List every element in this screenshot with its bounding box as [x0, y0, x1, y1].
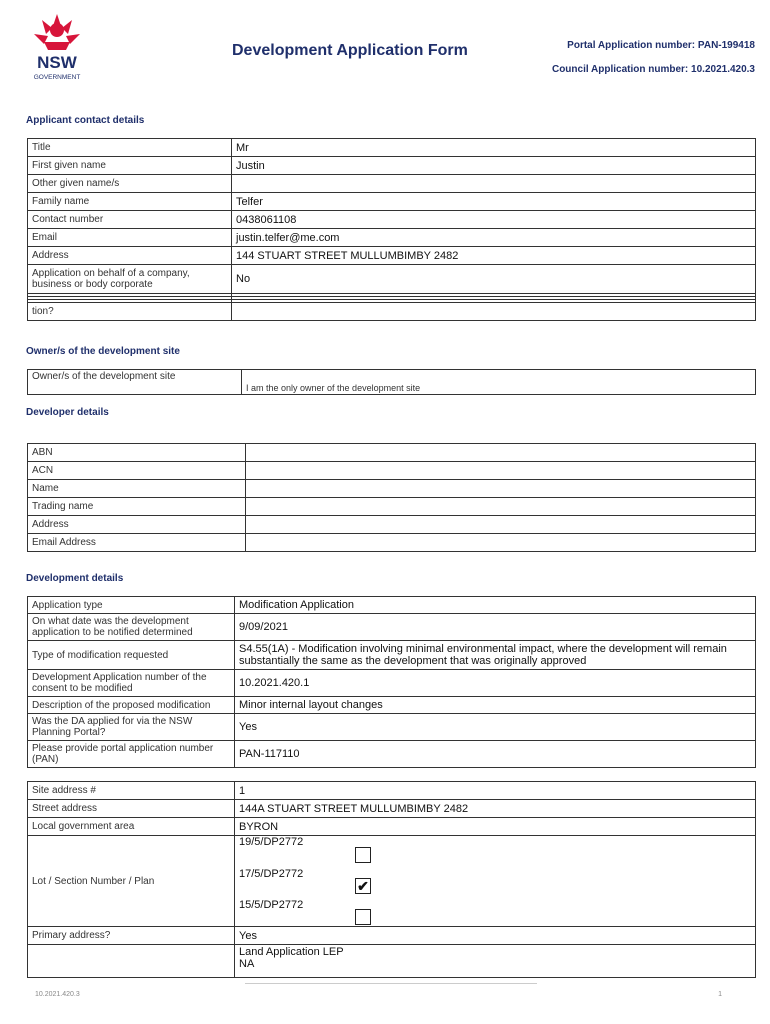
table-row: [28, 370, 756, 395]
table-row: [28, 614, 756, 641]
row-value: [246, 462, 756, 480]
table-row: [28, 265, 756, 294]
table-row: [28, 139, 756, 157]
row-value: Yes: [235, 714, 756, 741]
row-value: Telfer: [232, 193, 756, 211]
development-table: [27, 596, 756, 768]
developer-table: [27, 443, 756, 552]
lot-checkbox[interactable]: [355, 909, 371, 925]
lot-checkbox[interactable]: [355, 847, 371, 863]
row-value: BYRON: [235, 818, 756, 836]
row-label: Email Address: [28, 534, 246, 552]
row-label: Local government area: [28, 818, 235, 836]
table-row: [28, 534, 756, 552]
table-row: [28, 641, 756, 670]
lot-checkbox-checked[interactable]: ✔: [355, 878, 371, 894]
table-row: [28, 818, 756, 836]
row-value: [246, 480, 756, 498]
lot-value: 15/5/DP2772: [239, 899, 304, 911]
row-value: [232, 175, 756, 193]
row-label: Type of modification requested: [28, 641, 235, 670]
table-row: [28, 741, 756, 768]
row-label: Development Application number of the consent to be modified: [28, 670, 235, 697]
table-row: [28, 444, 756, 462]
row-value: PAN-117110: [235, 741, 756, 768]
row-label: Lot / Section Number / Plan: [28, 836, 235, 927]
logo-text: NSW: [37, 53, 77, 72]
row-value: 9/09/2021: [235, 614, 756, 641]
table-row: [28, 800, 756, 818]
row-label: Title: [28, 139, 232, 157]
footer-divider: [245, 983, 537, 984]
row-label: tion?: [28, 303, 232, 321]
page-title: Development Application Form: [232, 42, 468, 59]
row-label: Name: [28, 480, 246, 498]
row-value: 144 STUART STREET MULLUMBIMBY 2482: [232, 247, 756, 265]
nsw-government-logo: [22, 12, 92, 86]
table-row: [28, 670, 756, 697]
row-value: [246, 534, 756, 552]
row-label: Please provide portal application number (PAN): [28, 741, 235, 768]
table-row: [28, 714, 756, 741]
row-value: 0438061108: [232, 211, 756, 229]
row-value: Justin: [232, 157, 756, 175]
row-label: Street address: [28, 800, 235, 818]
footer-reference: 10.2021.420.3: [35, 991, 80, 998]
row-label: ACN: [28, 462, 246, 480]
row-label: Application on behalf of a company, business or body corporate: [28, 265, 232, 294]
row-value: 1: [235, 782, 756, 800]
row-label: Family name: [28, 193, 232, 211]
table-row: [28, 462, 756, 480]
row-value: Modification Application: [235, 597, 756, 614]
row-label: Owner/s of the development site: [28, 370, 242, 395]
table-row: [28, 836, 756, 927]
table-row: [28, 303, 756, 321]
applicant-table: [27, 138, 756, 321]
row-label: ABN: [28, 444, 246, 462]
table-row: [28, 247, 756, 265]
table-row: [28, 498, 756, 516]
logo-subtext: GOVERNMENT: [33, 74, 81, 81]
table-row: [28, 175, 756, 193]
row-label: On what date was the development application to be notified determined: [28, 614, 235, 641]
table-row: [28, 927, 756, 945]
row-label: Application type: [28, 597, 235, 614]
page-number: 1: [718, 991, 722, 998]
table-row: [28, 697, 756, 714]
owners-table: [27, 369, 756, 395]
section-heading-developer: Developer details: [26, 407, 109, 418]
table-row: [28, 211, 756, 229]
row-value: Mr: [232, 139, 756, 157]
row-label: Site address #: [28, 782, 235, 800]
council-application-number: Council Application number: 10.2021.420.3: [551, 64, 755, 75]
lep-value: Land Application LEP: [239, 946, 344, 958]
row-value: 144A STUART STREET MULLUMBIMBY 2482: [235, 800, 756, 818]
section-heading-applicant: Applicant contact details: [26, 115, 145, 126]
row-value: Minor internal layout changes: [235, 697, 756, 714]
row-value: S4.55(1A) - Modification involving minimal environmental impact, where the development will remain substantially the same as the development that was originally approved: [235, 641, 756, 670]
row-value: I am the only owner of the development site: [242, 370, 756, 395]
table-row: [28, 193, 756, 211]
lot-list: [235, 836, 756, 927]
portal-application-number: Portal Application number: PAN-199418: [567, 40, 755, 51]
row-label: Address: [28, 516, 246, 534]
table-row: [28, 945, 756, 978]
lot-value: 17/5/DP2772: [239, 868, 304, 880]
row-label: Was the DA applied for via the NSW Planning Portal?: [28, 714, 235, 741]
row-label: Trading name: [28, 498, 246, 516]
row-value: justin.telfer@me.com: [232, 229, 756, 247]
row-value: Yes: [235, 927, 756, 945]
lep-na: NA: [239, 958, 255, 970]
table-row: [28, 480, 756, 498]
site-table: [27, 781, 756, 978]
row-label: Address: [28, 247, 232, 265]
row-value: 10.2021.420.1: [235, 670, 756, 697]
table-row: [28, 229, 756, 247]
section-heading-owners: Owner/s of the development site: [26, 346, 180, 357]
section-heading-development: Development details: [26, 573, 124, 584]
row-value: [246, 444, 756, 462]
row-label: First given name: [28, 157, 232, 175]
row-label: Description of the proposed modification: [28, 697, 235, 714]
row-label: Other given name/s: [28, 175, 232, 193]
row-label: Primary address?: [28, 927, 235, 945]
row-value: No: [232, 265, 756, 294]
row-label: Contact number: [28, 211, 232, 229]
lot-value: 19/5/DP2772: [239, 836, 304, 848]
row-value: [246, 516, 756, 534]
row-value: [246, 498, 756, 516]
table-row: [28, 597, 756, 614]
table-row: [28, 157, 756, 175]
table-row: [28, 516, 756, 534]
row-label: Email: [28, 229, 232, 247]
table-row: [28, 782, 756, 800]
